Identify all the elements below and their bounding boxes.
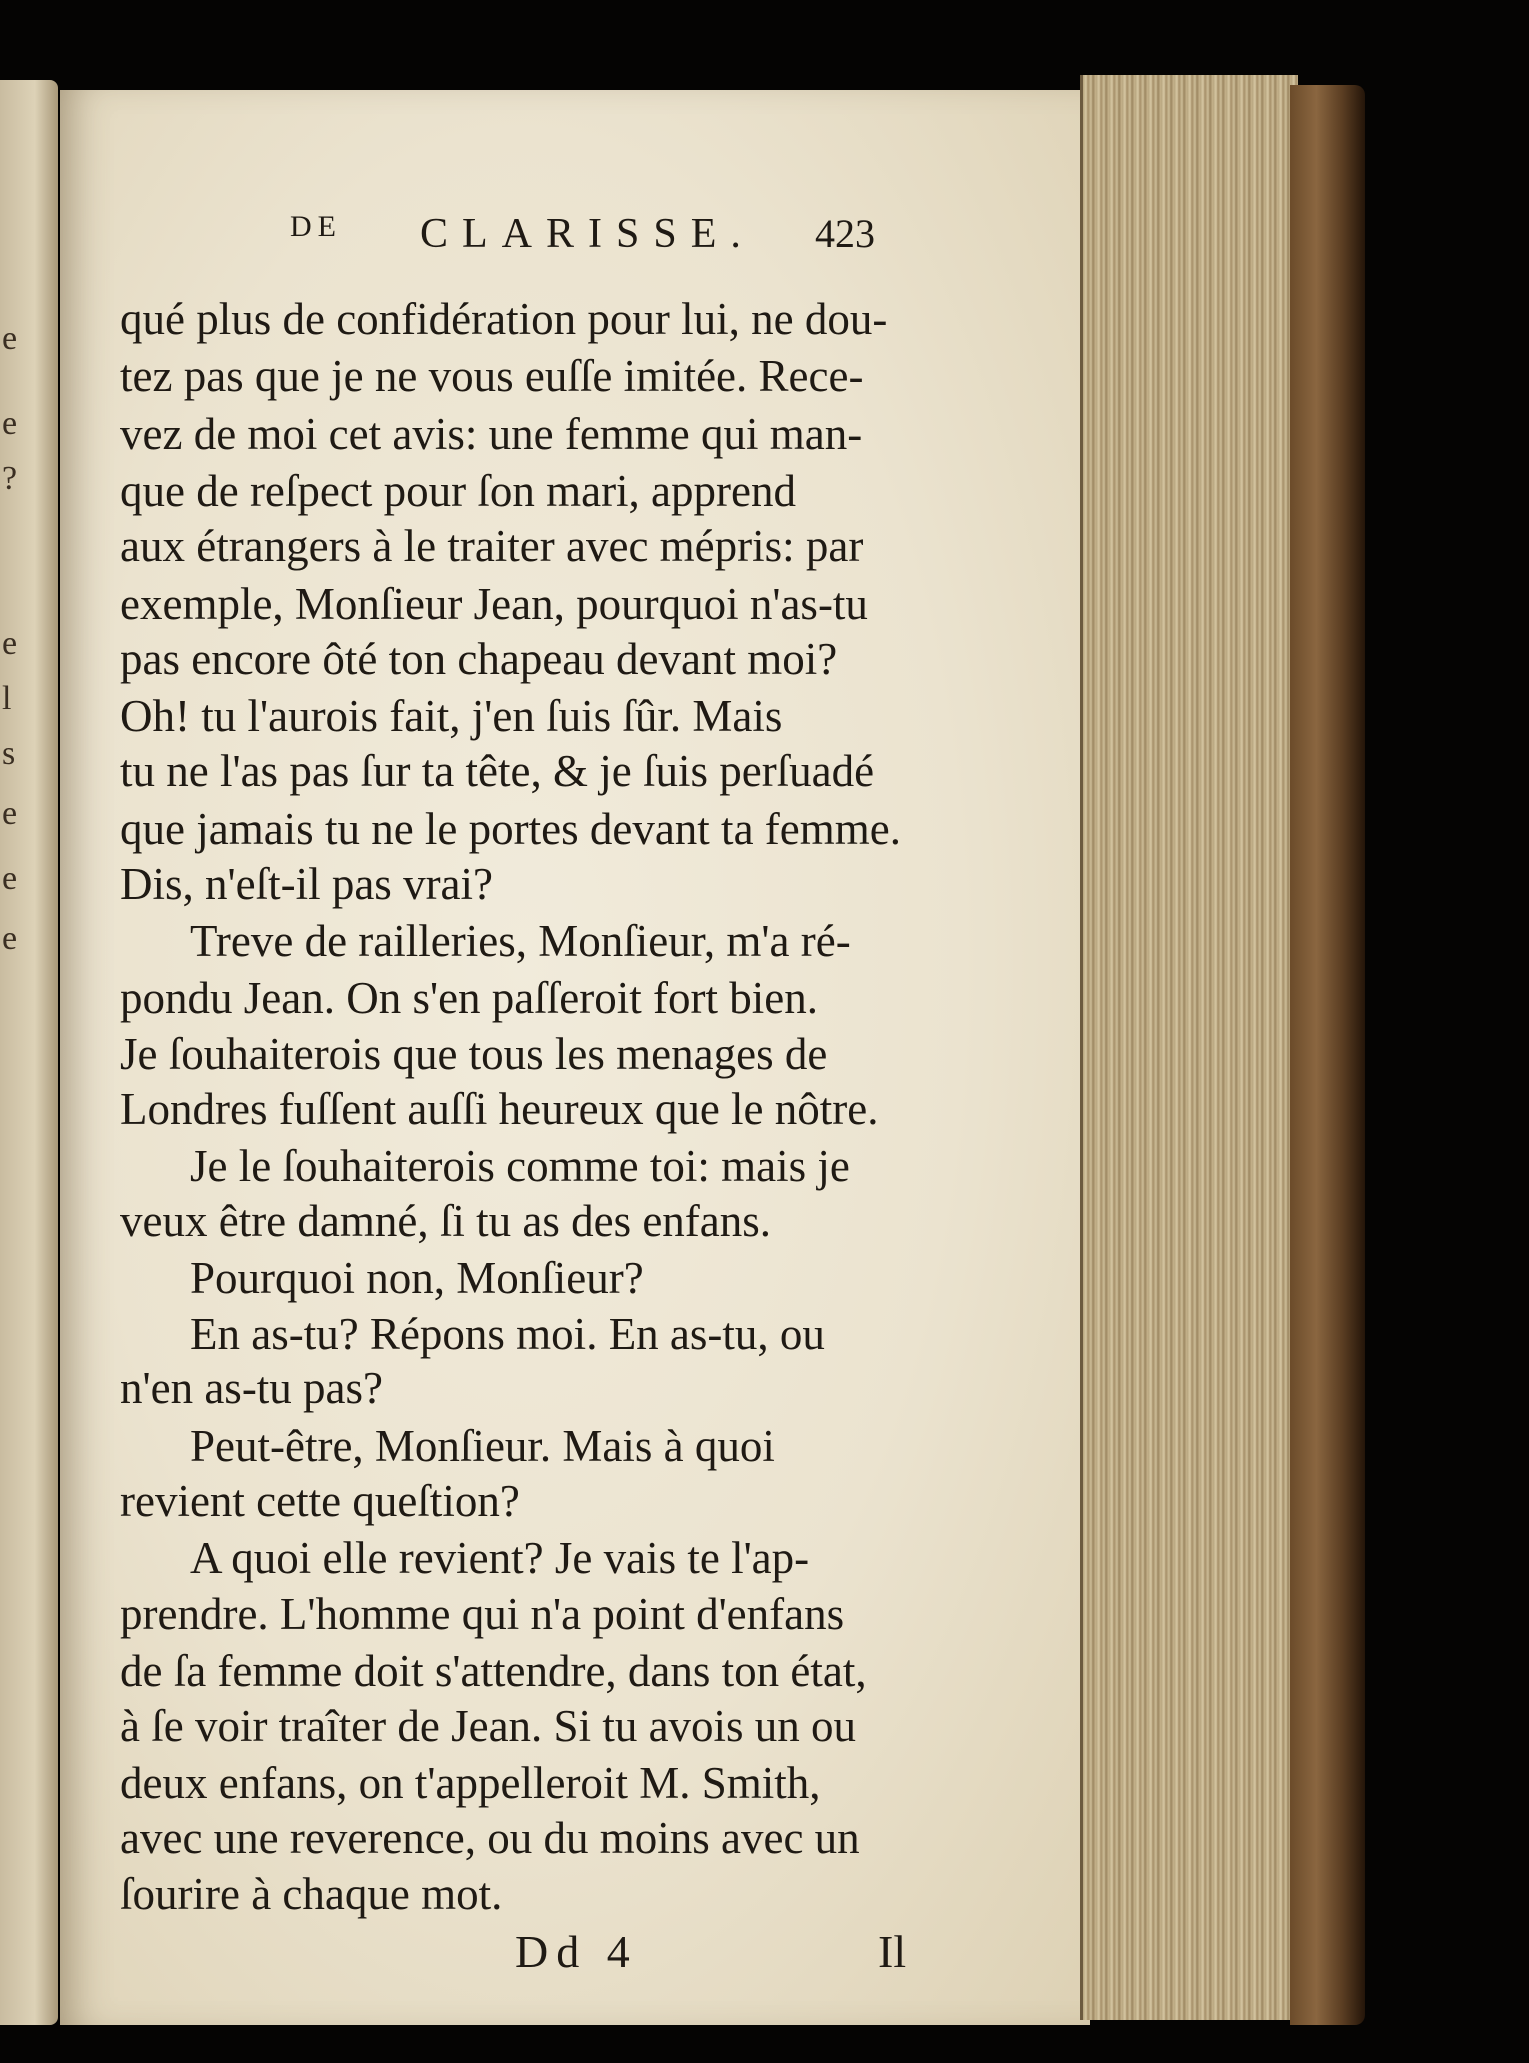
text-line: tu ne l'as pas ſur ta tête, & je ſuis perſuadé (120, 746, 875, 796)
text-line: n'en as-tu pas? (120, 1363, 384, 1413)
catchword: Il (878, 1926, 907, 1977)
text-line: de ſa femme doit s'attendre, dans ton état, (120, 1646, 867, 1696)
text-line: Pourquoi non, Monſieur? (190, 1253, 644, 1303)
text-line: avec une reverence, ou du moins avec un (120, 1813, 860, 1863)
text-line: pas encore ôté ton chapeau devant moi? (120, 634, 838, 684)
text-line: Peut-être, Monſieur. Mais à quoi (190, 1421, 775, 1471)
text-line: Treve de railleries, Monſieur, m'a ré- (190, 916, 851, 966)
text-line: que de reſpect pour ſon mari, apprend (120, 466, 796, 516)
margin-letter: s (2, 735, 16, 772)
margin-letter: e (2, 320, 18, 357)
signature-mark: Dd 4 (515, 1926, 638, 1977)
text-line: A quoi elle revient? Je vais te l'ap- (190, 1533, 810, 1583)
margin-letter: ? (2, 460, 18, 497)
text-line: vez de moi cet avis: une femme qui man- (120, 409, 863, 459)
text-line: Dis, n'eſt-il pas vrai? (120, 859, 494, 909)
running-head-de: DE (290, 210, 342, 243)
text-line: ſourire à chaque mot. (120, 1869, 503, 1919)
text-line: qué plus de confidération pour lui, ne dou- (120, 294, 888, 344)
text-line: tez pas que je ne vous euſſe imitée. Rece- (120, 351, 864, 401)
text-line: revient cette queſtion? (120, 1476, 520, 1526)
text-line: exemple, Monſieur Jean, pourquoi n'as-tu (120, 579, 868, 629)
margin-letter: e (2, 860, 18, 897)
book-cover-edge (1290, 85, 1365, 2025)
page-number: 423 (815, 211, 875, 256)
text-line: Oh! tu l'aurois fait, j'en ſuis ſûr. Mais (120, 691, 783, 741)
running-head-title: CLARISSE. (420, 211, 755, 257)
text-line: pondu Jean. On s'en paſſeroit fort bien. (120, 973, 818, 1023)
text-line: Je ſouhaiterois que tous les menages de (120, 1029, 828, 1079)
text-line: deux enfans, on t'appelleroit M. Smith, (120, 1758, 821, 1808)
text-line: aux étrangers à le traiter avec mépris: par (120, 521, 864, 571)
text-line: Londres fuſſent auſſi heureux que le nôtre. (120, 1084, 879, 1134)
page-edges (1080, 75, 1298, 2020)
margin-letter: l (2, 680, 12, 717)
margin-letter: e (2, 625, 18, 662)
text-line: prendre. L'homme qui n'a point d'enfans (120, 1589, 845, 1639)
text-line: En as-tu? Répons moi. En as-tu, ou (190, 1309, 825, 1359)
previous-page-edge (0, 80, 58, 2025)
margin-letter: e (2, 405, 18, 442)
text-line: veux être damné, ſi tu as des enfans. (120, 1196, 772, 1246)
margin-letter: e (2, 920, 18, 957)
text-line: Je le ſouhaiterois comme toi: mais je (190, 1141, 850, 1191)
text-line: à ſe voir traîter de Jean. Si tu avois un ou (120, 1701, 857, 1751)
text-line: que jamais tu ne le portes devant ta femme. (120, 804, 901, 854)
margin-letter: e (2, 795, 18, 832)
